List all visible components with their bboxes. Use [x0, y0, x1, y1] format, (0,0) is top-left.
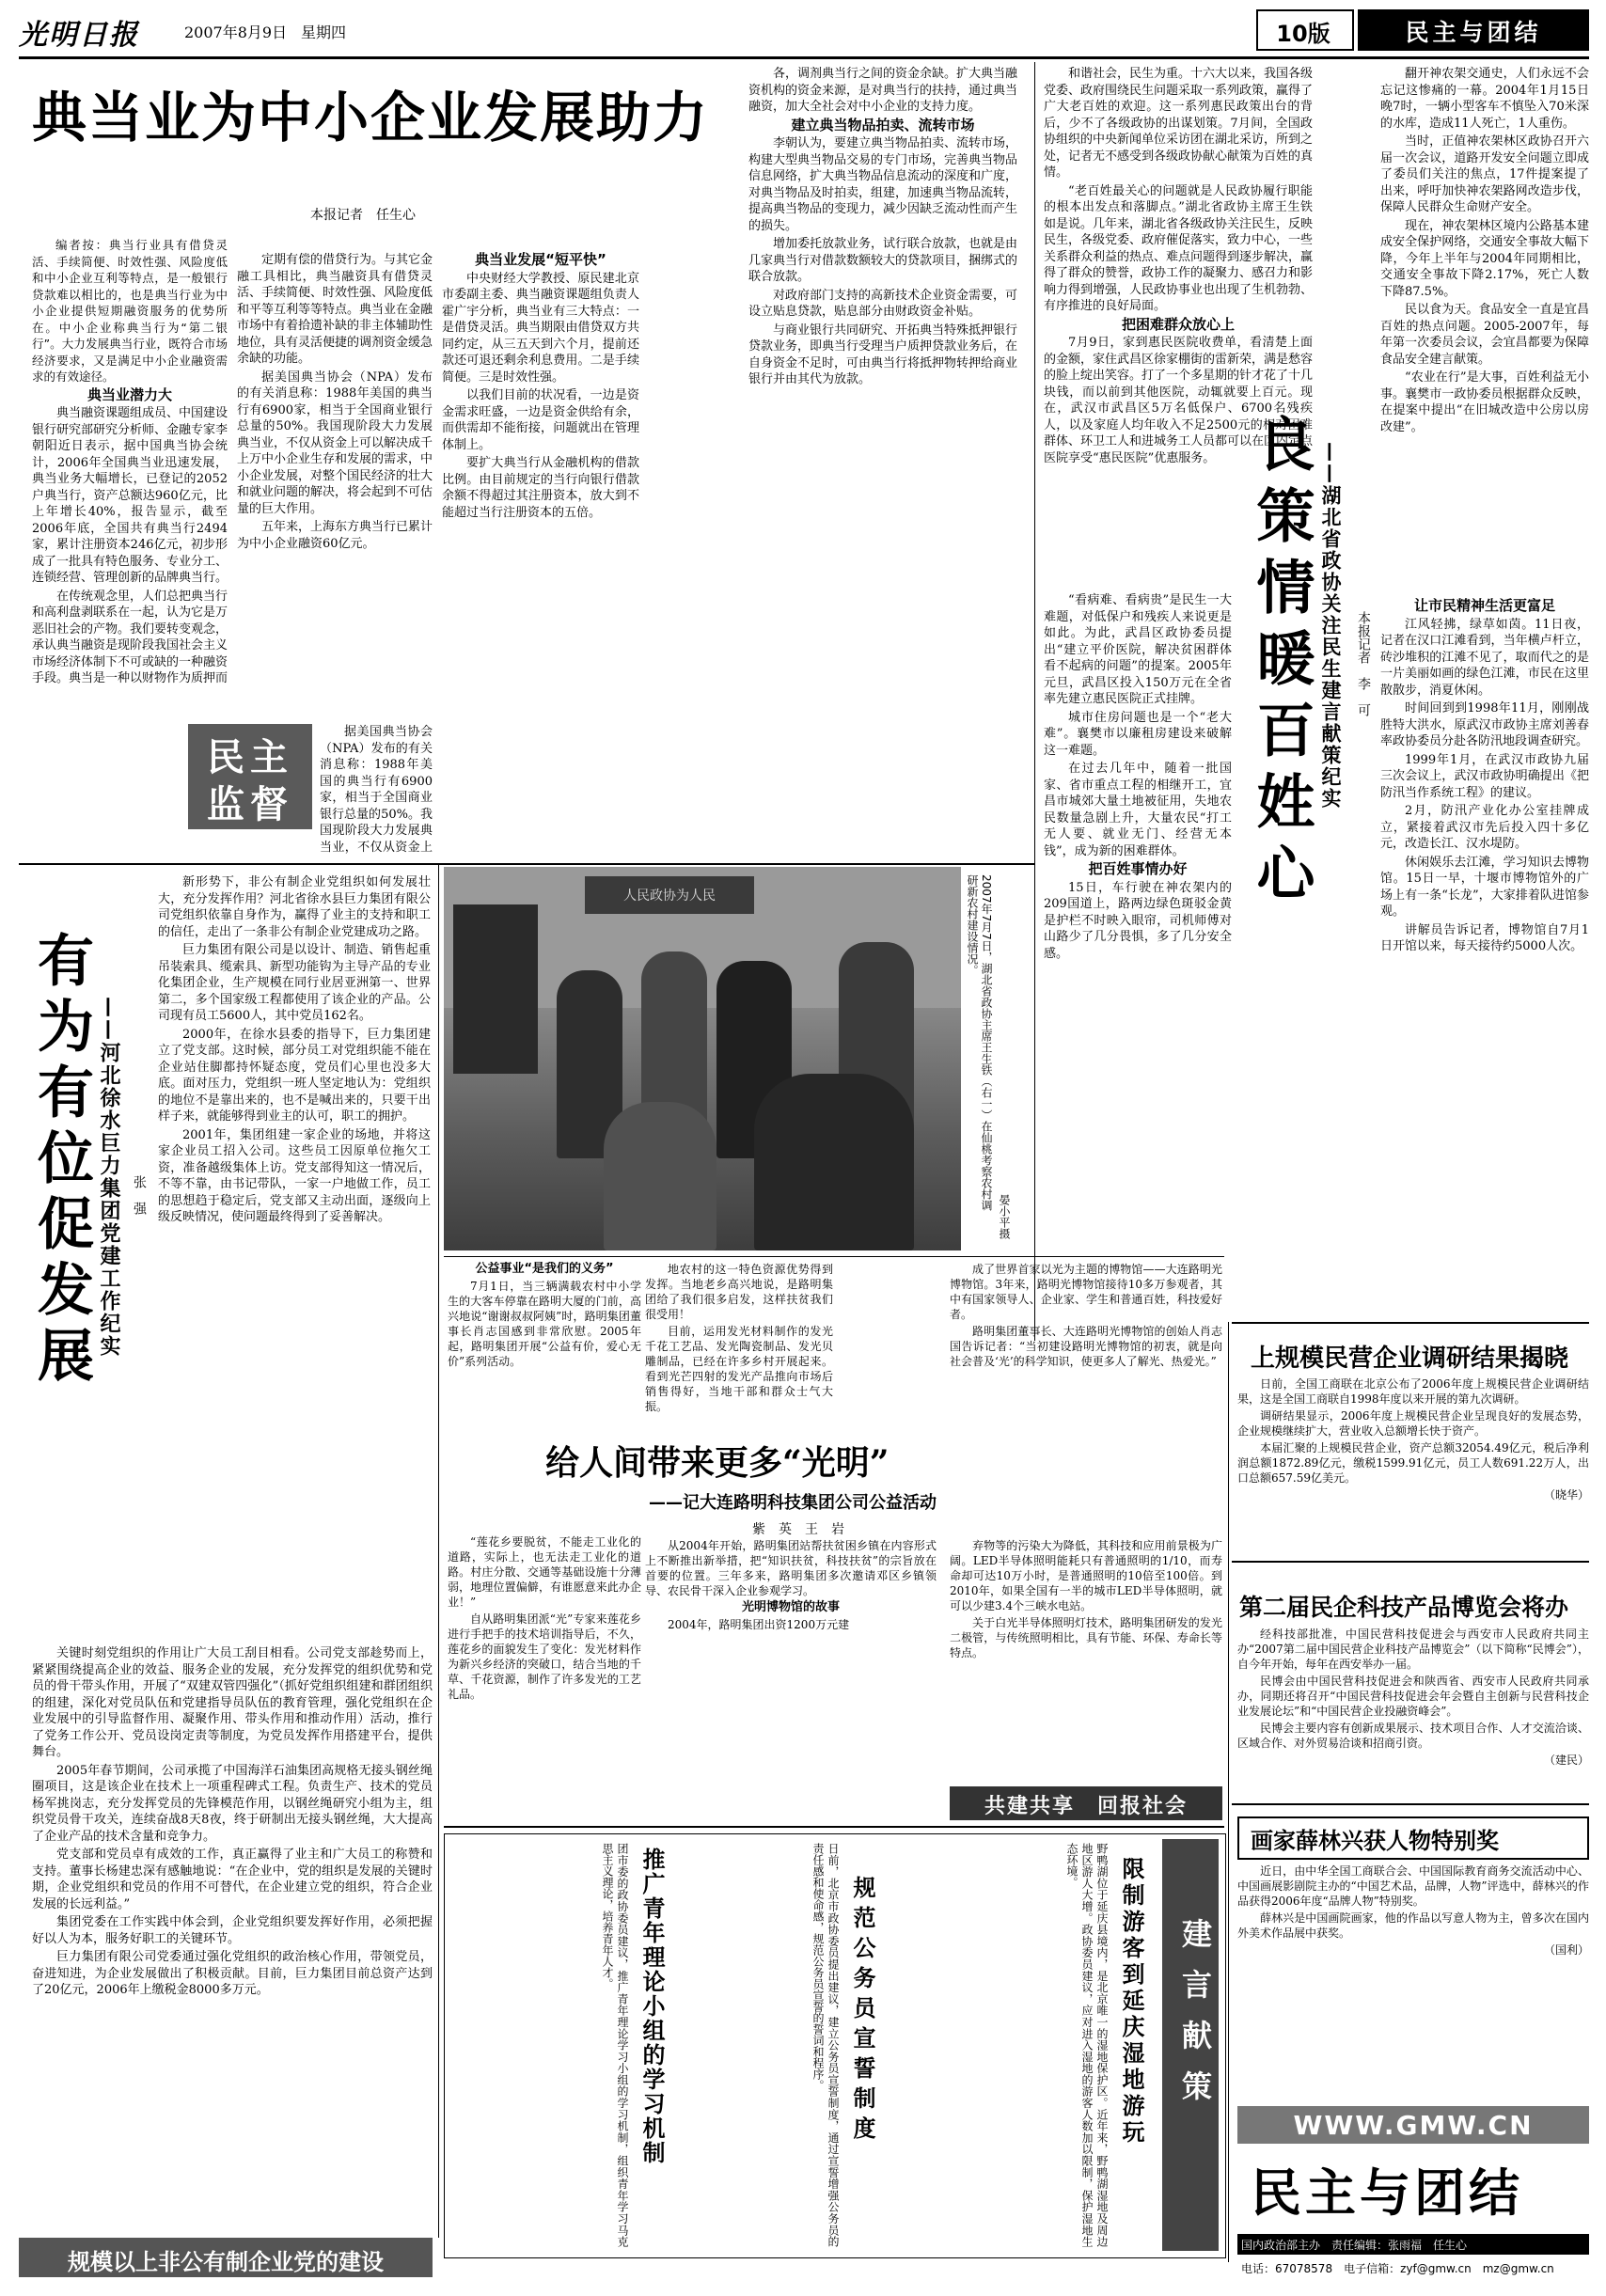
photo-doorway: [453, 904, 538, 1074]
masthead-rule: [19, 56, 1589, 59]
issue-date: 2007年8月9日: [184, 24, 288, 41]
article4-p3: 自从路明集团派“光”专家来莲花乡进行手把手的技术培训指导后，不久，莲花乡的面貌发生了变化：发光材料作为新兴乡经济的突破口，结合当地的千草、千花资源，制作了许多发光的工艺礼品。: [448, 1612, 641, 1701]
suggestions-column-title: 建言献策: [1177, 1918, 1213, 2121]
article3-p4: “看病难、看病贵”是民生一大难题，对低保户和残疾人来说更是如此。为此，武昌区政协委员提出“建立平价医院，解决贫困群体看不起病的问题”的提案。2005年元旦，武昌区投入150万元在全省率先建立惠民医院正式挂牌。: [1044, 593, 1232, 706]
article3-p18: 讲解员告诉记者，博物馆自7月1日开馆以来，每天接待约5000人次。: [1380, 922, 1589, 953]
article7-body: [1237, 1864, 1589, 1967]
article4-col3b: [950, 1538, 1222, 1736]
article1-p11: 增加委托放款业务，试行联合放款，也就是由几家典当行对借款数额较大的贷款项目，捆绑式的联合放款。: [748, 237, 1017, 284]
col-divider-2: [1228, 1322, 1229, 2262]
stamp-democratic-supervision: [188, 724, 312, 829]
photo-caption: 2007年7月7日，湖北省政协主席王生铁（右一）在仙桃考察农村调研新农村建设情况。: [966, 874, 993, 1211]
article2-p4: 2001年，集团组建一家企业的场地，并将这家企业员工招入公司。这些员工因原单位拖欠工资，准备越级集体上访。党支部得知这一情况后，不等不靠，由书记带队，一家一户地做工作，员工的思想趋于稳定后，党支部又主动出面，逐级向上级反映情况，使问题最终得到了妥善解决。: [158, 1127, 431, 1224]
article1-p10: 李朝认为，要建立典当物品拍卖、流转市场，构建大型典当物品交易的专门市场，完善典当物品信息网络，扩大典当物品信息流动的深度和广度，对典当物品及时拍卖，组建，加速典当物品流转，提高典当物品的变现力，减少因缺乏流动性而产生的损失。: [748, 136, 1017, 233]
article4-title: 给人间带来更多“光明”: [545, 1443, 890, 1483]
article2-col1: [158, 874, 431, 1645]
article1-p3: 定期有偿的借贷行为。与其它金融工具相比，典当融资具有借贷灵活、手续简便、时效性强、风险度低和平等互利等等特点。典当业在金融市场中有着拾遗补缺的非主体辅助性地位，具有灵活便捷的调剂资金缓急余缺的功能。: [237, 253, 433, 366]
article4-col2: [645, 1262, 833, 1436]
article3-subtitle: ——湖北省政协关注民生建言献策纪实: [1319, 442, 1342, 810]
article1-p8: 要扩大典当行从金融机构的借款比例。由目前规定的当行向银行借款余额不得超过其注册资本，放大到不能超过当行注册资本的五倍。: [442, 456, 639, 520]
article7-source: （国利）: [1543, 1943, 1589, 1957]
website-link[interactable]: WWW.GMW.CN: [1293, 2110, 1534, 2141]
article4-author: 紫 英 王 岩: [752, 1522, 844, 1537]
article4-p2: “莲花乡要脱贫，不能走工业化的道路，实际上，也无法走工业化的道路。村庄分散、交通等基础设施十分薄弱，地理位置偏僻，有谁愿意来此办企业！”: [448, 1535, 641, 1609]
news-photo: [444, 867, 961, 1250]
article4-p6: 成了世界首家以光为主题的博物馆——大连路明光博物馆。3年来，路明光博物馆接待10多万参观者，其中有国家领导人、企业家、学生和普通百姓，科技爱好者。: [950, 1263, 1222, 1321]
col-divider-1: [1034, 62, 1035, 1341]
article1-sub1: 典当业潜力大: [87, 385, 172, 403]
article1-sub3: 建立典当物品拍卖、流转市场: [791, 116, 975, 134]
stamp-line2: 监督: [207, 783, 293, 826]
article1-p2: 在传统观念里，人们总把典当行和高利盘剥联系在一起，认为它是万恶旧社会的产物。我们要转变观念，承认典当融资是现阶段我国社会主义市场经济体制下不可或缺的一种融资手段。典当是一种以财物作为质押而: [32, 589, 228, 685]
article5-bottom-rule: [1232, 1561, 1589, 1563]
article3-p9: 当时，正值神农架林区政协召开六届一次会议，道路开发安全问题立即成了委员们关注的焦点，17件提案提了出来，呼吁加快神农架路网改造步伐，保障人民群众生命财产安全。: [1380, 134, 1589, 214]
article3-p17: 休闲娱乐去江滩，学习知识去博物馆。15日一早，十堰市博物馆外的广场上有一条“长龙”，大家排着队进馆参观。: [1380, 855, 1589, 919]
article3-p3: 7月9日，家到惠民医院收费单，看清楚上面的金额，家住武昌区徐家棚街的雷新荣，满是愁容的脸上绽出笑容。打了一个多星期的针才花了十几块钱，而以前到其他医院，动辄就要上百元。现在，武汉市武昌区5万名低保户、6700名残疾人，以及家庭人均年收入不足2500元的相对困难群体、环卫工人和进城务工人员都可以在区内定点医院享受“惠民医院”优惠服务。: [1044, 336, 1313, 465]
contact-line: 电话：67078578 电子信箱：zyf@gmw.cn mz@gmw.cn: [1241, 2262, 1554, 2275]
article2-p7: 党支部和党员卓有成效的工作，真正赢得了业主和广大员工的称赞和支持。董事长杨建忠深有感触地说：“在企业中，党的组织是发展的关键时期，企业党组织和党员的作用不可替代，在企业建立党的组织，符合企业发展的长远利益。”: [32, 1848, 433, 1911]
article2-p6: 2005年春节期间，公司承揽了中国海洋石油集团高规格无接头钢丝绳圈项目，这是该企业在技术上一项重程碑式工程。负责生产、技术的党员杨军挑岗志，充分发挥党员的先锋模范作用，以钢丝绳研究小组为主，组织党员骨干攻关，连续奋战8天8夜，终于研制出无接头钢丝绳，大大提高了企业产品的技术含量和竞争力。: [32, 1763, 433, 1844]
article4-p7: 路明集团董事长、大连路明光博物馆的创始人肖志国告诉记者：“当初建设路明光博物馆的初衷，就是向社会普及‘光’的科学知识，使更多人了解光、热爱光。”: [950, 1325, 1222, 1368]
article3-col3: [1380, 598, 1589, 1316]
article5-p3: 本届汇聚的上规模民营企业，资产总额32054.49亿元，税后净利润总额1872.89亿元，缴税1599.91亿元，员工人数691.22万人，出口总额657.59亿美元。: [1237, 1441, 1589, 1485]
article4-col1b: [448, 1534, 641, 1807]
article2-author: 张 强: [132, 1175, 147, 1215]
article3-p8: 翻开神农架交通史，人们永远不会忘记这惨痛的一幕。2004年1月15日晚7时，一辆小型客车不慎坠入70米深的水库，造成11人死亡，1人重伤。: [1380, 67, 1589, 131]
photo-person-elder: [604, 1102, 716, 1250]
article2-p9: 巨力集团有限公司党委通过强化党组织的政治核心作用，带领党员，奋进知进，为企业发展做出了积极贡献。目前，巨力集团目前总资产达到了20亿元，2006年上缴税金8000多万元。: [32, 1950, 433, 1997]
article3-p10: 现在，神农架林区境内公路基本建成安全保护网络，交通安全事故大幅下降，今年上半年与2004年同期相比，交通安全事故下降2.17%，死亡人数下降87.5%。: [1380, 218, 1589, 299]
masthead: [19, 6, 1589, 56]
article4-col2b: [645, 1538, 937, 1778]
article1-col3: [442, 252, 639, 854]
article4-p5: 目前，运用发光材料制作的发光千花工艺品、发光陶瓷制品、发光贝雕制品，已经在许多乡村开展起来。看到光芒四射的发光产品推向市场后销售得好，当地干部和群众士气大振。: [645, 1325, 833, 1413]
article6-p3: 民博会主要内容有创新成果展示、技术项目合作、人才交流洽谈、区域合作、对外贸易洽谈和招商引资。: [1237, 1722, 1589, 1750]
article3-sub3: 让市民精神生活更富足: [1413, 598, 1555, 614]
article2-col2: [32, 1645, 433, 2228]
article3-bottom-rule: [1232, 1322, 1589, 1324]
article3-col1b: [1044, 592, 1232, 1316]
article4-p11: 弃物等的污染大为降低，其科技和应用前景极为广阔。LED半导体照明能耗只有普通照明的1/10，而寿命却可达10万小时，是普通照明的10倍至100倍。到2010年，如果全国有一半的城市LED半导体照明，就可以少建3.4个三峡水电站。: [950, 1539, 1222, 1612]
article2-right-rule: [438, 865, 439, 2238]
article1-bottom-rule: [19, 863, 1034, 865]
article2-title: 有为有位促发展: [28, 931, 94, 1392]
suggestion2-body: 日前，北京市政协委员提出建议，建立公务员宣誓制度，通过宣誓增强公务员的责任感和使命感，规范公务员宣誓的誓词和程序。: [811, 1843, 840, 2247]
article4-p10: 2004年，路明集团出资1200万元建: [668, 1618, 850, 1631]
article5-source: （晓华）: [1543, 1488, 1589, 1502]
article4-p1: 7月1日，当三辆满载农村中小学生的大客车停靠在路明大厦的门前，高兴地说“谢谢叔叔阿姨”时，路明集团董事长肖志国感到非常欣慰。2005年起，路明集团开展“公益有价，爱心无价”系列活动。: [448, 1280, 641, 1368]
article3-p13: 江风轻拂，绿草如茵。11日夜，记者在汉口江滩看到，当年横卢杆立，砖沙堆积的江滩不见了，取而代之的是一片美丽如画的绿色江滩，市民在这里散散步，消夏休闲。: [1380, 617, 1589, 698]
article2-subtitle: ——河北徐水巨力集团党建工作纪实: [97, 997, 120, 1358]
article4-sub2: 光明博物馆的故事: [741, 1600, 840, 1614]
article2-p5: 关键时刻党组织的作用让广大员工刮目相看。公司党支部趁势而上，紧紧围绕提高企业的效益、服务企业的发展，充分发挥党的组织优势和党员的骨干带头作用，开展了“双建双管四强化”（抓好党组织组建和群团组织的组建，深化对党员队伍和党建指导员队伍的教育管理，强化党组织在企业发展中的引导监督作用、凝聚作用、带头作用和推动作用）活动，推行了党务工作公开、党员设岗定责等制度，为党员发挥作用搭建平台，提供舞台。: [32, 1646, 433, 1759]
article4-p4: 地农村的这一特色资源优势得到发挥。当地老乡高兴地说，是路明集团给了我们很多启发，这样扶贫我们很受用！: [645, 1263, 833, 1321]
suggestion3-title: 推广青年理论小组的学习机制: [638, 1848, 665, 2165]
article7-p1: 近日，由中华全国工商联合会、中国国际教育商务交流活动中心、中国画展影剧院主办的“中国艺术品，品牌，人物”评选中，薛林兴的作品获得2006年度“品牌人物”特别奖。: [1237, 1864, 1589, 1908]
article2-p1: 新形势下，非公有制企业党组织如何发展壮大，充分发挥作用？河北省徐水县巨力集团有限公司党组织依靠自身作为，赢得了业主的支持和职工的信任，走出了一条非公有制企业党建成功之路。: [158, 875, 431, 939]
article4-banner: 共建共享 回报社会: [984, 1795, 1188, 1818]
article3-sub2: 把百姓事情办好: [1088, 860, 1188, 877]
article2-p8: 集团党委在工作实践中体会到，企业党组织要发挥好作用，必须把握好以人为本，服务好职工的关键环节。: [32, 1915, 433, 1946]
article3-p12: “农业在行”是大事，百姓利益无小事。襄樊市一政协委员根据群众反映，在提案中提出“在旧城改造中公房以房改建”。: [1380, 370, 1589, 434]
article1-p12: 对政府部门支持的高新技术企业资金需要，可设立贴息贷款，贴息部分由财政资金补贴。: [748, 288, 1017, 319]
article1-p1: 典当融资课题组成员、中国建设银行研究部研究分析师、金融专家李朝阳近日表示，据中国典当协会统计，2006年全国典当业迅速发展，典当业务大幅增长，已登记的2052户典当行，资产总额达960亿元，比上年增长40%，报告显示，截至2006年底，全国共有典当行2494家，累计注册资本246亿元，初步形成了一批具有特色服务、专业分工、连锁经营、管理创新的品牌典当行。: [32, 406, 228, 585]
article6-bottom-rule: [1232, 1803, 1589, 1805]
article1-p6: 中央财经大学教授、原民建北京市委副主委、典当融资课题组负责人霍广宇分析，典当业有三大特点：一是借贷灵活。典当期限由借贷双方共同约定，从三五天到六个月，提前还款还可退还剩余利息费用。二是手续简便。三是时效性强。: [442, 271, 639, 385]
article1-intro: 编者按：典当行业具有借贷灵活、手续简便、时效性强、风险度低和中小企业互利等特点，是一般银行贷款难以相比的，也是典当行业为中小企业提供短期融资服务的优势所在。中小企业称典当行为“第二银行”。大力发展典当行业，既符合市场经济要求，又是满足中小企业融资需求的有效途径。: [32, 238, 228, 384]
article3-p5: 城市住房问题也是一个“老大难”。襄樊市以廉租房建设来破解这一难题。: [1044, 710, 1232, 758]
article3-p16: 2月，防汛产业化办公室挂牌成立，紧接着武汉市先后投入四十多亿元，改造长江、汉水堤防。: [1380, 804, 1589, 851]
article6-body: [1237, 1627, 1589, 1796]
article3-p11: 民以食为天。食品安全一直是宜昌百姓的热点问题。2005-2007年，每年第一次委员会议，会宜昌都要为保障食品安全建言献策。: [1380, 303, 1589, 367]
photo-person-seated: [754, 1074, 914, 1250]
article3-col2: [1380, 66, 1589, 592]
article1-p9: 各，调剂典当行之间的资金余缺。扩大典当融资机构的资金来源，是对典当行的扶持，通过典当融资，加大全社会对中小企业的支持力度。: [748, 67, 1017, 114]
article4-top-rule: [444, 1256, 1224, 1257]
article7-p2: 薛林兴是中国画院画家，他的作品以写意人物为主，曾多次在国内外美术作品展中获奖。: [1237, 1911, 1589, 1940]
article4-col3: [950, 1262, 1222, 1459]
article1-col2: [237, 252, 433, 713]
article4-bottom-rule: [444, 1826, 1224, 1828]
article6-title: 第二届民企科技产品博览会将办: [1239, 1594, 1569, 1621]
article1-byline: 本报记者 任生心: [310, 208, 416, 223]
suggestion1-title: 限制游客到延庆湿地游玩: [1118, 1857, 1144, 2147]
article3-p7: 15日，车行驶在神农架内的209国道上，路两边绿色斑驳金黄是护栏不时映入眼帘，司机师傅对山路少了几分畏惧，多了几分安全感。: [1044, 880, 1232, 961]
article7-title: 画家薛林兴获人物特别奖: [1251, 1828, 1499, 1854]
suggestion3-body: 团市委的政协委员建议，推广青年理论学习小组的学习机制，组织青年学习马克思主义理论，培养青年人才。: [601, 1843, 629, 2247]
article3-p15: 1999年1月，在武汉市政协九届三次会议上，武汉市政协明确提出《把防汛当作系统工程》的建议。: [1380, 752, 1589, 800]
article1-title: 典当业为中小企业发展助力: [32, 86, 710, 149]
article4-col1: [448, 1262, 641, 1534]
article3-p1: 和谐社会，民生为重。十六大以来，我国各级党委、政府围绕民生问题采取一系列政策，赢得了广大老百姓的欢迎。这一系列惠民政策出台的背后，少不了各级政协的出谋划策。7月间，全国政协组织的中央新闻单位采访团在湖北采访，所到之处，记者无不感受到各级政协献心献策为百姓的真情。: [1044, 67, 1313, 180]
article1-p5b: 据美国典当协会（NPA）发布的有关消息称：1988年美国的典当行有6900家，相当于全国商业银行总量的50%。我国现阶段大力发展典当业，不仅从资金上: [320, 725, 433, 855]
paper-name: 光明日报: [19, 19, 139, 52]
article4-subtitle: ——记大连路明科技集团公司公益活动: [649, 1493, 937, 1513]
stamp-line1: 民主: [207, 736, 293, 779]
article1-sub2: 典当业发展“短平快”: [475, 252, 606, 268]
photo-credit: 晏小平摄: [998, 1194, 1011, 1239]
article3-p2: “老百姓最关心的问题就是人民政协履行职能的根本出发点和落脚点。”湖北省政协主席王生铁如是说。几年来，湖北省各级政协关注民生，反映民生，各级党委、政府催促落实，致力中心，一些关系群众利益的热点、难点问题得到逐步解决，赢得了群众的赞誉，政协工作的凝聚力、感召力和影响力得到增强，人民政协事业也出现了生机勃勃、有序推进的良好局面。: [1044, 183, 1313, 313]
photo-banner-text: 人民政协为人民: [623, 889, 716, 904]
article3-sub1: 把困难群众放心上: [1121, 315, 1235, 333]
article3-p6: 在过去几年中，随着一批国家、省市重点工程的相继开工，宜昌市城郊大量土地被征用，失地农民数量急剧上升，大量农民“打工无人要、就业无门、经营无本钱”，成为新的困难群体。: [1044, 762, 1232, 858]
article1-p5: 五年来，上海东方典当行已累计为中小企业融资60亿元。: [237, 520, 433, 551]
editor-line: 国内政治部主办 责任编辑：张雨福 任生心: [1241, 2239, 1468, 2252]
article5-p2: 调研结果显示，2006年度上规模民营企业呈现良好的发展态势，企业规模继续扩大，营业收入总额增长快于资产。: [1237, 1409, 1589, 1438]
article1-p7: 以我们目前的状况看，一边是资金需求旺盛，一边是资金供给有余，而供需却不能衔接，问题就出在管理体制上。: [442, 388, 639, 452]
suggestion1-body: 野鸭湖位于延庆县境内，是北京唯一的湿地保护区。近年来，野鸭湖湿地及周边地区游人大增。政协委员建议，应对进入湿地的游客人数加以限制，保护湿地生态环境。: [1065, 1843, 1109, 2247]
article1-col4: [748, 66, 1017, 856]
section-label: 民主与团结: [1405, 19, 1542, 46]
article2-p2: 巨力集团有限公司是以设计、制造、销售起重吊装索具、缆索具、新型功能钩为主导产品的专业化集团企业，生产规模在同行业居亚洲第一、世界第二，多个国家级工程都使用了该企业的产品。公司现有员工5600人，其中党员162名。: [158, 943, 431, 1023]
article3-author: 本报记者 李 可: [1356, 611, 1371, 716]
article6-source: （建民）: [1543, 1753, 1589, 1767]
article4-p8: 关于白光半导体照明灯技术，路明集团研发的发光二极管，与传统照明相比，具有节能、环保、寿命长等特点。: [950, 1616, 1222, 1659]
article3-p14: 时间回到到1998年11月，刚刚战胜特大洪水，原武汉市政协主席刘善春率政协委员分赴各防汛地段调查研究。: [1380, 701, 1589, 748]
article1-p13: 与商业银行共同研究、开拓典当特殊抵押银行贷款业务，即典当行受理当户质押贷款业务后，在自身资金不足时，可由典当行将抵押物转押给商业银行并由其代为放款。: [748, 322, 1017, 386]
article3-title: 良策情暖百姓心: [1247, 414, 1315, 914]
article1-p4: 据美国典当协会（NPA）发布的有关消息称：1988年美国的典当行有6900家，相当于全国商业银行总量的50%。我国现阶段大力发展典当业，不仅从资金上可以解决成千上万中小企业生存和发展的需求，中小企业发展，对整个国民经济的壮大和就业问题的解决，将会起到不可估量的巨大作用。: [237, 370, 433, 516]
suggestion2-title: 规范公务员宣誓制度: [849, 1876, 875, 2147]
article5-p1: 日前，全国工商联在北京公布了2006年度上规模民营企业调研结果，这是全国工商联自1998年度以来开展的第九次调研。: [1237, 1377, 1589, 1406]
article4-sub1: 公益事业“是我们的义务”: [475, 1262, 614, 1276]
article4-p9: 从2004年开始，路明集团站帮扶贫困乡镇在内容形式上不断推出新举措，把“知识扶贫，科技扶贫”的宗旨放在首要的位置。三年多来，路明集团多次邀请邓区乡镇领导、农民骨干深入企业参观学习。: [645, 1539, 937, 1597]
article1-col2b: [320, 724, 433, 856]
article2-p3: 2000年，在徐水县委的指导下，巨力集团建立了党支部。这时候，部分员工对党组织能不能在企业站住脚都持怀疑态度，党员们心里也没多大底。面对压力，党组织一班人坚定地认为：党组织的地位不是靠出来的，也不是喊出来的，只要干出样子来，就能够得到业主的认可，职工的拥护。: [158, 1027, 431, 1124]
article6-p2: 民博会由中国民营科技促进会和陕西省、西安市人民政府共同承办，同期还将召开“中国民营科技促进会年会暨自主创新与民营科技企业发展论坛”和“中国民营企业投融资峰会”。: [1237, 1675, 1589, 1718]
article5-title: 上规模民营企业调研结果揭晓: [1251, 1345, 1569, 1373]
article5-body: [1237, 1376, 1589, 1555]
section-logo: 民主与团结: [1251, 2162, 1523, 2223]
article6-p1: 经科技部批准，中国民营科技促进会与西安市人民政府共同主办“2007第二届中国民营企业科技产品博览会”（以下简称“民博会”），自今年开始，每年在西安举办一届。: [1237, 1628, 1589, 1671]
issue-weekday: 星期四: [301, 24, 347, 41]
page-number: 10版: [1276, 21, 1330, 47]
left-banner: 规模以上非公有制企业党的建设: [68, 2249, 384, 2275]
